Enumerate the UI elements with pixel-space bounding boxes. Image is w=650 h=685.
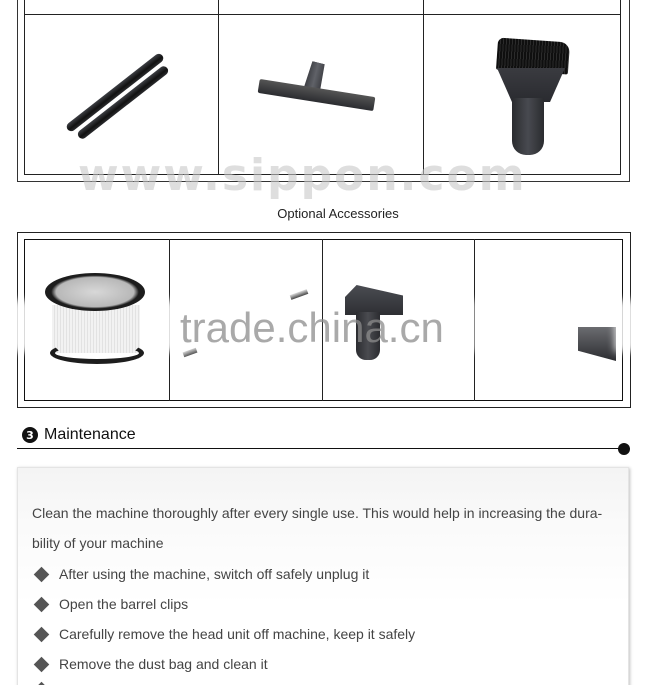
- diamond-bullet-icon: [34, 656, 50, 672]
- step-text: After using the machine, switch off safely unplug it: [59, 566, 370, 582]
- list-item: [33, 626, 415, 642]
- diamond-bullet-icon: [34, 626, 50, 642]
- step-text: Remove the dust bag and clean it: [59, 656, 268, 672]
- heading-underline: [17, 448, 623, 449]
- step-text: Carefully remove the head unit off machine, keep it safely: [59, 626, 416, 642]
- maintenance-title: Maintenance: [44, 426, 136, 443]
- table-column-divider: [423, 0, 424, 175]
- diamond-bullet-icon: [34, 566, 50, 582]
- watermark-sippon: www.sippon.com: [78, 150, 527, 201]
- watermark-blur: [615, 300, 641, 352]
- watermark-blur: [8, 300, 34, 352]
- table-column-divider: [218, 0, 219, 175]
- list-item: [33, 656, 268, 672]
- optional-accessories-title: Optional Accessories: [277, 206, 399, 221]
- watermark-trade-china: trade.china.cn: [180, 304, 444, 351]
- intro-line: bility of your machine: [32, 535, 164, 551]
- list-item: [33, 566, 369, 582]
- watermark-blur: [474, 300, 500, 352]
- maintenance-heading: [22, 426, 136, 444]
- table-row-divider: [24, 14, 621, 15]
- heading-dot-icon: [618, 443, 630, 455]
- diamond-bullet-icon: [34, 596, 50, 612]
- list-item: [33, 596, 188, 612]
- maintenance-intro: [32, 498, 624, 558]
- intro-line: Clean the machine thoroughly after every single use. This would help in increasing the dura-: [32, 505, 603, 521]
- step-number-badge: 3: [22, 427, 38, 443]
- step-text: Open the barrel clips: [59, 596, 189, 612]
